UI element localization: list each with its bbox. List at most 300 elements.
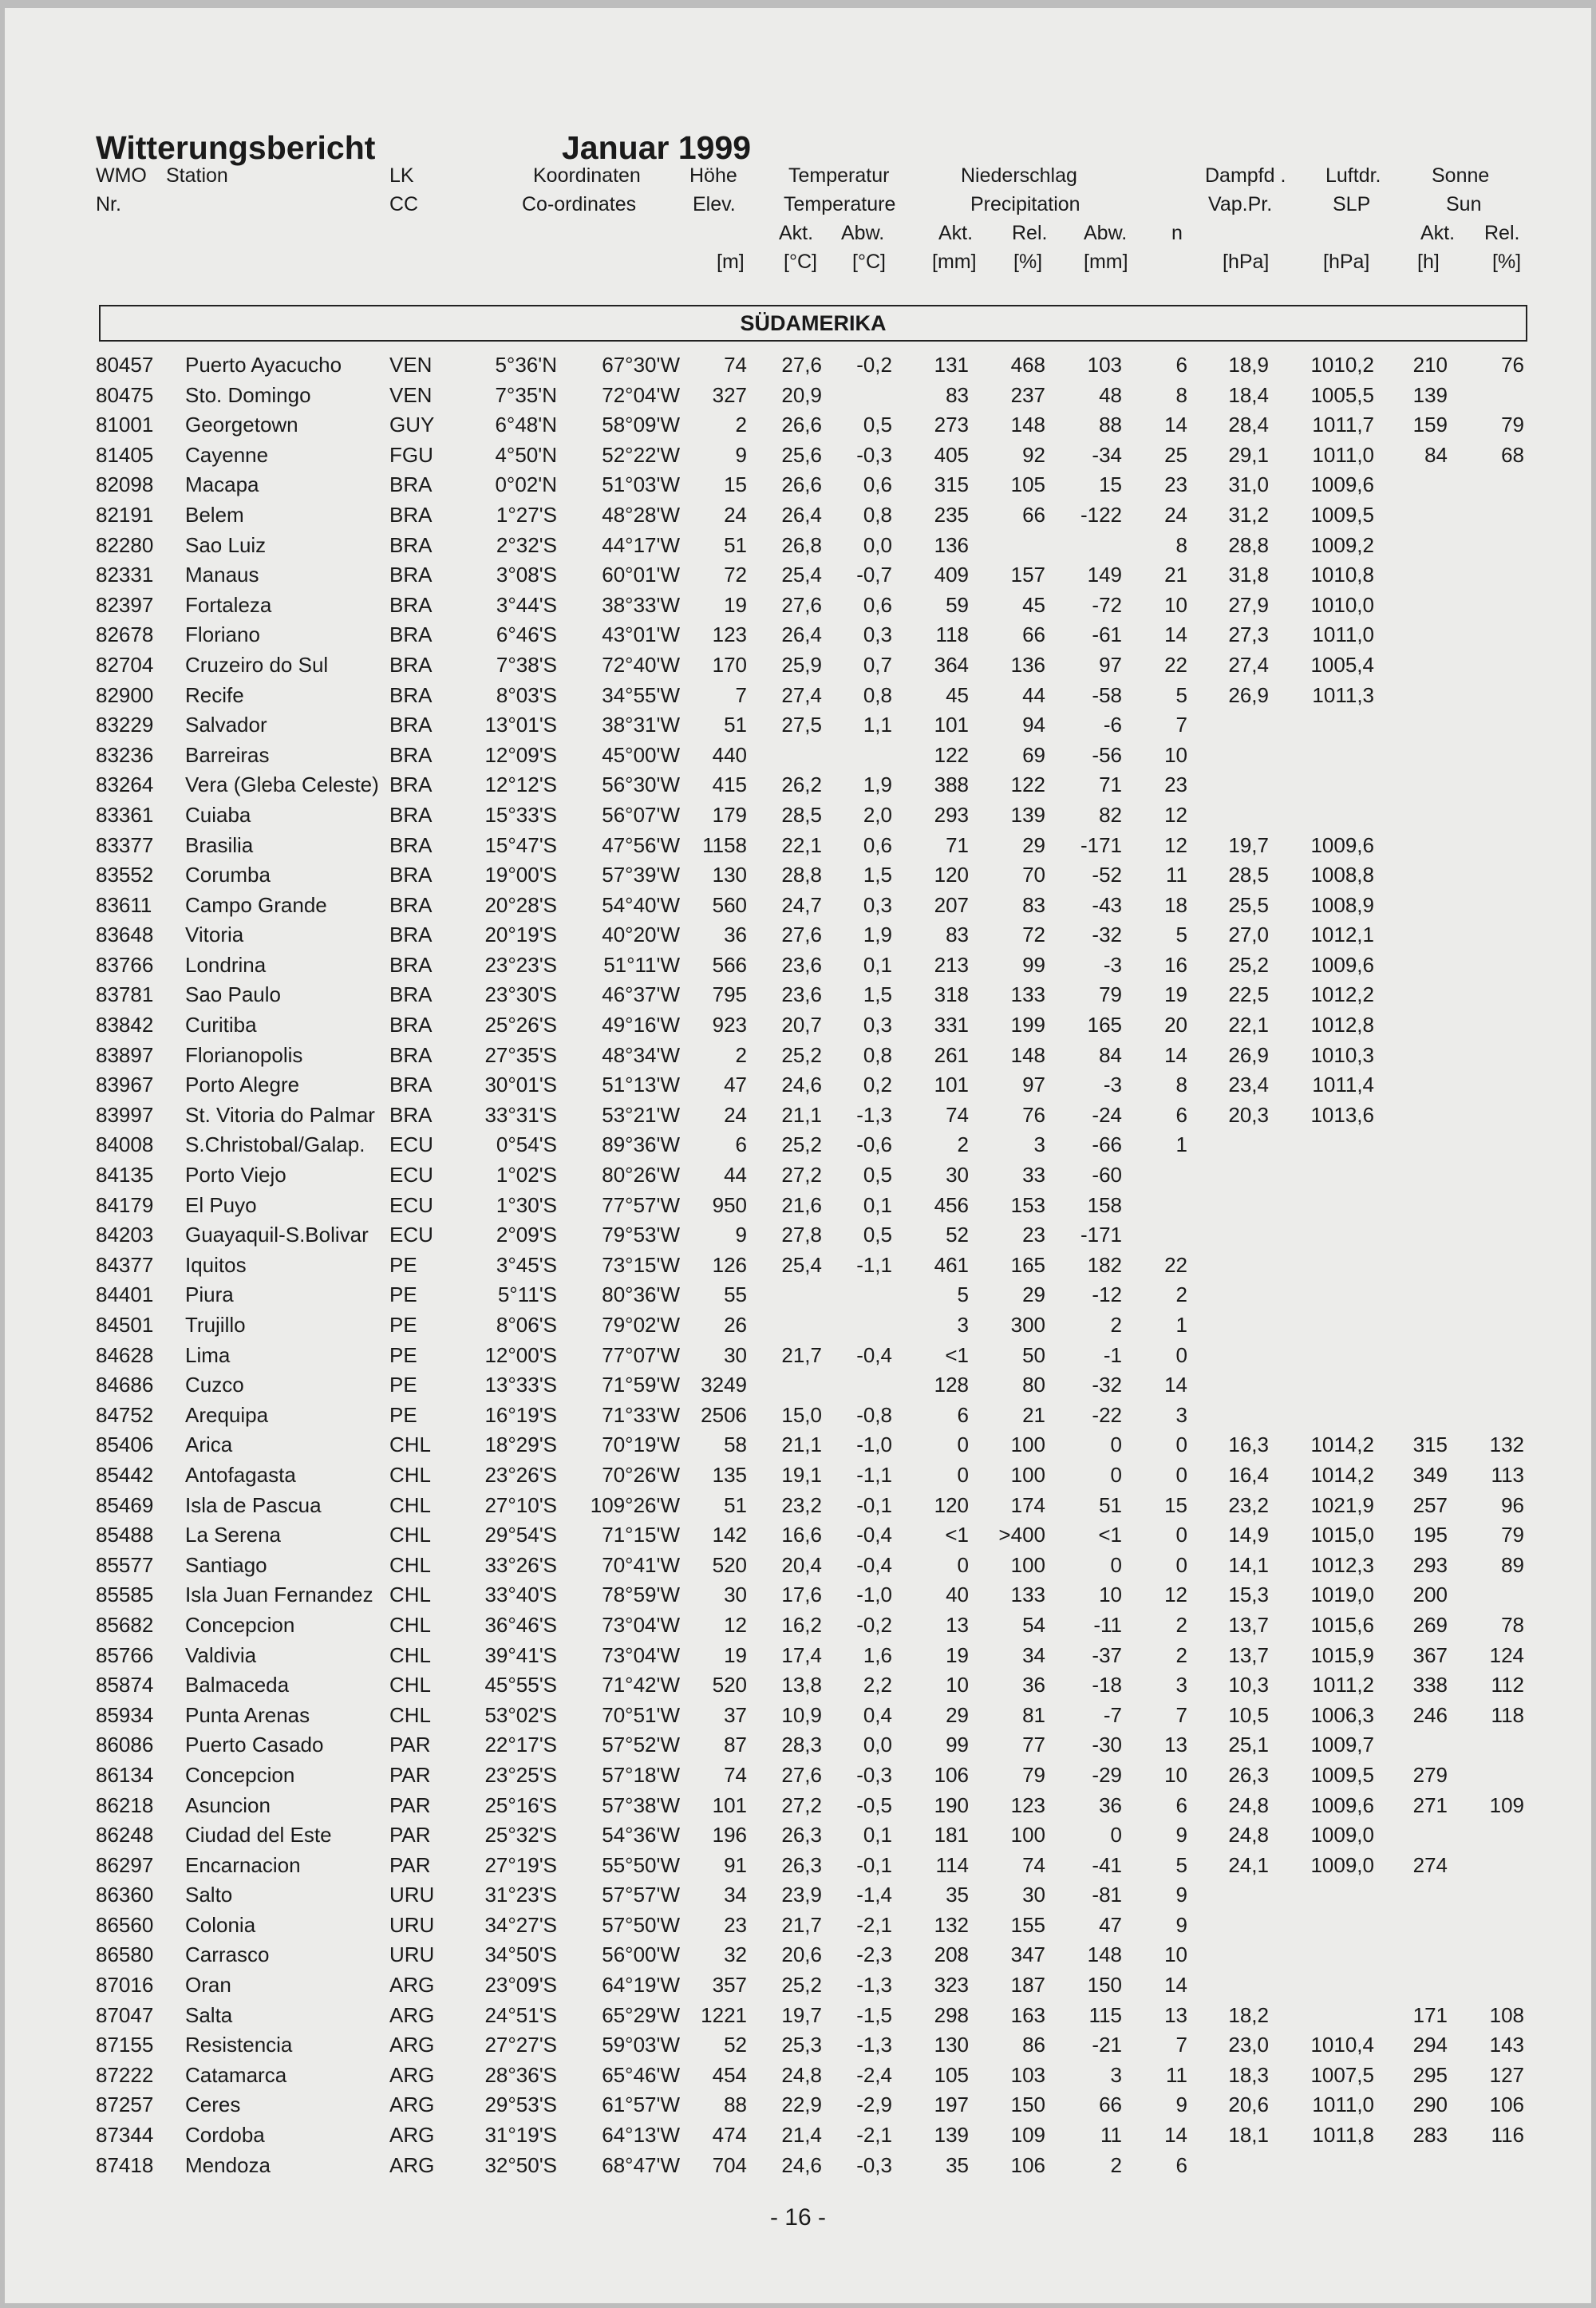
longitude: 64°19'W xyxy=(602,1973,680,1998)
sea-level-press: 1019,0 xyxy=(1310,1583,1374,1607)
elevation: 58 xyxy=(724,1433,747,1457)
temp-abw: 0,3 xyxy=(863,892,892,917)
temp-abw: 1,9 xyxy=(863,923,892,947)
wmo-number: 83229 xyxy=(96,713,154,737)
temp-akt: 28,8 xyxy=(781,863,822,887)
prec-akt: 331 xyxy=(934,1013,969,1037)
precip-days: 14 xyxy=(1164,1373,1187,1397)
table-row xyxy=(5,380,1591,410)
precip-days: 22 xyxy=(1164,652,1187,677)
country-code: CHL xyxy=(389,1673,432,1697)
station-name: Barreiras xyxy=(185,742,270,767)
wmo-number: 82678 xyxy=(96,622,154,647)
latitude: 15°33'S xyxy=(484,802,557,827)
latitude: 33°40'S xyxy=(484,1583,557,1607)
prec-akt: 207 xyxy=(934,892,969,917)
latitude: 31°19'S xyxy=(484,2123,557,2148)
prec-rel: 79 xyxy=(1022,1762,1045,1787)
table-row xyxy=(5,1010,1591,1040)
longitude: 56°30'W xyxy=(602,773,680,797)
wmo-number: 83897 xyxy=(96,1042,154,1067)
prec-akt: 318 xyxy=(934,982,969,1007)
longitude: 71°15'W xyxy=(602,1523,680,1547)
prec-rel: 66 xyxy=(1022,622,1045,647)
longitude: 38°33'W xyxy=(602,592,680,617)
hdr-temp-akt: Akt. xyxy=(779,222,814,244)
table-row xyxy=(5,590,1591,620)
hdr-wmo: WMO xyxy=(96,164,147,187)
sea-level-press: 1009,0 xyxy=(1310,1823,1374,1848)
latitude: 12°09'S xyxy=(484,742,557,767)
temp-abw: -0,6 xyxy=(856,1132,892,1157)
elevation: 1221 xyxy=(701,2002,747,2027)
prec-akt: 235 xyxy=(934,502,969,527)
prec-akt: 35 xyxy=(946,1883,969,1907)
temp-abw: 0,7 xyxy=(863,652,892,677)
longitude: 78°59'W xyxy=(602,1583,680,1607)
wmo-number: 84401 xyxy=(96,1282,154,1307)
table-row xyxy=(5,440,1591,470)
prec-rel: 70 xyxy=(1022,863,1045,887)
hdr-lk: LK xyxy=(389,164,414,187)
latitude: 23°30'S xyxy=(484,982,557,1007)
temp-akt: 24,6 xyxy=(781,1073,822,1097)
latitude: 2°32'S xyxy=(496,532,557,557)
wmo-number: 83552 xyxy=(96,863,154,887)
elevation: 795 xyxy=(712,982,747,1007)
elevation: 74 xyxy=(724,1762,747,1787)
longitude: 57°38'W xyxy=(602,1792,680,1817)
prec-abw: -32 xyxy=(1092,1373,1122,1397)
elevation: 30 xyxy=(724,1583,747,1607)
latitude: 12°12'S xyxy=(484,773,557,797)
sun-hours: 294 xyxy=(1412,2033,1448,2057)
vapour-press: 16,4 xyxy=(1228,1462,1269,1487)
wmo-number: 82397 xyxy=(96,592,154,617)
station-name: Floriano xyxy=(185,622,260,647)
precip-days: 5 xyxy=(1175,1852,1187,1877)
station-name: S.Christobal/Galap. xyxy=(185,1132,365,1157)
sun-rel: 109 xyxy=(1489,1792,1524,1817)
longitude: 48°28'W xyxy=(602,502,680,527)
longitude: 70°19'W xyxy=(602,1433,680,1457)
sun-hours: 338 xyxy=(1412,1673,1448,1697)
temp-akt: 26,3 xyxy=(781,1823,822,1848)
table-row xyxy=(5,1700,1591,1730)
latitude: 33°31'S xyxy=(484,1102,557,1127)
station-name: La Serena xyxy=(185,1523,281,1547)
wmo-number: 84135 xyxy=(96,1163,154,1188)
temp-abw: -0,2 xyxy=(856,1612,892,1637)
longitude: 55°50'W xyxy=(602,1852,680,1877)
station-name: Salvador xyxy=(185,713,267,737)
country-code: URU xyxy=(389,1942,435,1967)
prec-rel: 109 xyxy=(1010,2123,1045,2148)
sea-level-press: 1009,6 xyxy=(1310,1792,1374,1817)
prec-rel: 33 xyxy=(1022,1163,1045,1188)
precip-days: 2 xyxy=(1175,1282,1187,1307)
wmo-number: 81405 xyxy=(96,442,154,467)
country-code: BRA xyxy=(389,682,433,707)
prec-akt: 197 xyxy=(934,2093,969,2117)
prec-akt: <1 xyxy=(945,1523,969,1547)
longitude: 65°29'W xyxy=(602,2002,680,2027)
prec-abw: -6 xyxy=(1103,713,1122,737)
station-name: Fortaleza xyxy=(185,592,272,617)
prec-rel: 165 xyxy=(1010,1252,1045,1277)
station-name: Colonia xyxy=(185,1912,256,1937)
prec-akt: 71 xyxy=(946,832,969,857)
station-name: El Puyo xyxy=(185,1192,257,1217)
hdr-sun-rel: Rel. xyxy=(1484,222,1520,244)
latitude: 31°23'S xyxy=(484,1883,557,1907)
wmo-number: 84686 xyxy=(96,1373,154,1397)
precip-days: 14 xyxy=(1164,1042,1187,1067)
sea-level-press: 1012,2 xyxy=(1310,982,1374,1007)
temp-abw: -0,3 xyxy=(856,2152,892,2177)
elevation: 55 xyxy=(724,1282,747,1307)
country-code: CHL xyxy=(389,1583,432,1607)
country-code: BRA xyxy=(389,742,433,767)
sun-rel: 78 xyxy=(1501,1612,1524,1637)
precip-days: 13 xyxy=(1164,1733,1187,1757)
temp-abw: -1,3 xyxy=(856,1973,892,1998)
prec-akt: 0 xyxy=(957,1462,969,1487)
country-code: PE xyxy=(389,1313,417,1337)
sun-rel: 79 xyxy=(1501,1523,1524,1547)
prec-rel: 66 xyxy=(1022,502,1045,527)
prec-abw: 148 xyxy=(1087,1942,1122,1967)
precip-days: 0 xyxy=(1175,1433,1187,1457)
precip-days: 3 xyxy=(1175,1673,1187,1697)
temp-akt: 21,1 xyxy=(781,1102,822,1127)
temp-abw: 1,1 xyxy=(863,713,892,737)
prec-akt: 139 xyxy=(934,2123,969,2148)
prec-akt: 120 xyxy=(934,863,969,887)
sun-hours: 171 xyxy=(1412,2002,1448,2027)
prec-abw: 10 xyxy=(1099,1583,1122,1607)
temp-akt: 17,4 xyxy=(781,1642,822,1667)
wmo-number: 86134 xyxy=(96,1762,154,1787)
temp-abw: -0,4 xyxy=(856,1342,892,1367)
temp-akt: 20,6 xyxy=(781,1942,822,1967)
latitude: 1°02'S xyxy=(496,1163,557,1188)
prec-abw: -171 xyxy=(1080,832,1122,857)
wmo-number: 85682 xyxy=(96,1612,154,1637)
station-name: Antofagasta xyxy=(185,1462,296,1487)
longitude: 70°51'W xyxy=(602,1702,680,1727)
longitude: 79°02'W xyxy=(602,1313,680,1337)
elevation: 2506 xyxy=(701,1402,747,1427)
table-row xyxy=(5,559,1591,590)
longitude: 38°31'W xyxy=(602,713,680,737)
station-name: Georgetown xyxy=(185,413,298,437)
station-name: Cordoba xyxy=(185,2123,265,2148)
station-name: Cuzco xyxy=(185,1373,244,1397)
precip-days: 10 xyxy=(1164,592,1187,617)
elevation: 47 xyxy=(724,1073,747,1097)
prec-rel: 148 xyxy=(1010,413,1045,437)
prec-rel: 30 xyxy=(1022,1883,1045,1907)
country-code: CHL xyxy=(389,1462,432,1487)
prec-akt: 29 xyxy=(946,1702,969,1727)
sun-rel: 143 xyxy=(1489,2033,1524,2057)
country-code: ARG xyxy=(389,2152,435,2177)
station-table xyxy=(5,350,1591,2180)
sea-level-press: 1011,3 xyxy=(1312,682,1374,707)
sun-rel: 106 xyxy=(1489,2093,1524,2117)
temp-abw: 0,8 xyxy=(863,682,892,707)
wmo-number: 85469 xyxy=(96,1492,154,1517)
temp-abw: 0,1 xyxy=(863,1823,892,1848)
precip-days: 12 xyxy=(1164,802,1187,827)
station-name: Isla Juan Fernandez xyxy=(185,1583,373,1607)
station-name: Recife xyxy=(185,682,244,707)
country-code: BRA xyxy=(389,832,433,857)
longitude: 68°47'W xyxy=(602,2152,680,2177)
wmo-number: 83611 xyxy=(96,892,152,917)
elevation: 9 xyxy=(735,442,747,467)
country-code: BRA xyxy=(389,1013,433,1037)
table-row xyxy=(5,1219,1591,1250)
table-row xyxy=(5,1939,1591,1970)
station-name: Arica xyxy=(185,1433,233,1457)
table-row xyxy=(5,1760,1591,1790)
temp-abw: -0,4 xyxy=(856,1523,892,1547)
precip-days: 2 xyxy=(1175,1642,1187,1667)
sea-level-press: 1011,0 xyxy=(1312,622,1374,647)
station-name: Lima xyxy=(185,1342,231,1367)
latitude: 0°02'N xyxy=(495,472,557,497)
vapour-press: 29,1 xyxy=(1228,442,1269,467)
prec-abw: -3 xyxy=(1103,1073,1122,1097)
elevation: 2 xyxy=(735,413,747,437)
prec-abw: -18 xyxy=(1092,1673,1122,1697)
wmo-number: 86086 xyxy=(96,1733,154,1757)
prec-akt: 2 xyxy=(957,1132,969,1157)
elevation: 30 xyxy=(724,1342,747,1367)
prec-abw: 36 xyxy=(1099,1792,1122,1817)
precip-days: 6 xyxy=(1175,353,1187,377)
latitude: 27°35'S xyxy=(484,1042,557,1067)
elevation: 51 xyxy=(724,532,747,557)
sun-hours: 139 xyxy=(1412,382,1448,407)
table-row xyxy=(5,890,1591,920)
sun-hours: 290 xyxy=(1412,2093,1448,2117)
country-code: GUY xyxy=(389,413,435,437)
elevation: 454 xyxy=(712,2062,747,2087)
temp-akt: 26,6 xyxy=(781,472,822,497)
temp-akt: 22,1 xyxy=(781,832,822,857)
temp-akt: 26,4 xyxy=(781,622,822,647)
sea-level-press: 1010,4 xyxy=(1310,2033,1374,2057)
temp-akt: 19,1 xyxy=(781,1462,822,1487)
vapour-press: 27,0 xyxy=(1228,923,1269,947)
temp-abw: -1,0 xyxy=(856,1583,892,1607)
station-name: Sto. Domingo xyxy=(185,382,311,407)
sun-hours: 274 xyxy=(1412,1852,1448,1877)
prec-abw: 182 xyxy=(1087,1252,1122,1277)
country-code: ECU xyxy=(389,1192,433,1217)
prec-rel: 21 xyxy=(1022,1402,1045,1427)
vapour-press: 26,9 xyxy=(1228,682,1269,707)
station-name: Balmaceda xyxy=(185,1673,290,1697)
station-name: Cruzeiro do Sul xyxy=(185,652,329,677)
vapour-press: 15,3 xyxy=(1228,1583,1269,1607)
table-row xyxy=(5,1040,1591,1070)
temp-abw: 0,1 xyxy=(863,952,892,977)
longitude: 53°21'W xyxy=(602,1102,680,1127)
temp-akt: 27,2 xyxy=(781,1792,822,1817)
temp-abw: 1,6 xyxy=(863,1642,892,1667)
wmo-number: 85488 xyxy=(96,1523,154,1547)
hdr-niederschlag: Niederschlag xyxy=(961,164,1077,187)
vapour-press: 25,2 xyxy=(1228,952,1269,977)
latitude: 5°36'N xyxy=(495,353,557,377)
sea-level-press: 1011,0 xyxy=(1312,442,1374,467)
longitude: 57°18'W xyxy=(602,1762,680,1787)
prec-abw: 51 xyxy=(1099,1492,1122,1517)
sea-level-press: 1009,2 xyxy=(1310,532,1374,557)
longitude: 64°13'W xyxy=(602,2123,680,2148)
table-row xyxy=(5,709,1591,740)
longitude: 54°36'W xyxy=(602,1823,680,1848)
hdr-unit-vappr: [hPa] xyxy=(1223,251,1270,273)
latitude: 23°25'S xyxy=(484,1762,557,1787)
hdr-elev: Elev. xyxy=(693,193,736,215)
prec-akt: 6 xyxy=(957,1402,969,1427)
temp-akt: 16,6 xyxy=(781,1523,822,1547)
vapour-press: 26,3 xyxy=(1228,1762,1269,1787)
latitude: 45°55'S xyxy=(484,1673,557,1697)
prec-abw: -34 xyxy=(1092,442,1122,467)
temp-akt: 27,6 xyxy=(781,923,822,947)
latitude: 27°10'S xyxy=(484,1492,557,1517)
temp-akt: 28,5 xyxy=(781,802,822,827)
precip-days: 25 xyxy=(1164,442,1187,467)
precip-days: 15 xyxy=(1164,1492,1187,1517)
longitude: 48°34'W xyxy=(602,1042,680,1067)
vapour-press: 20,3 xyxy=(1228,1102,1269,1127)
prec-abw: <1 xyxy=(1098,1523,1122,1547)
hdr-luftdr: Luftdr. xyxy=(1325,164,1381,187)
latitude: 18°29'S xyxy=(484,1433,557,1457)
prec-akt: 409 xyxy=(934,563,969,587)
prec-rel: 44 xyxy=(1022,682,1045,707)
prec-abw: -72 xyxy=(1092,592,1122,617)
temp-abw: 0,0 xyxy=(863,1733,892,1757)
prec-abw: -7 xyxy=(1103,1702,1122,1727)
elevation: 51 xyxy=(724,713,747,737)
temp-akt: 26,3 xyxy=(781,1852,822,1877)
latitude: 25°32'S xyxy=(484,1823,557,1848)
prec-rel: 103 xyxy=(1010,2062,1045,2087)
temp-akt: 25,2 xyxy=(781,1973,822,1998)
prec-akt: 456 xyxy=(934,1192,969,1217)
hdr-unit-prec-abw: [mm] xyxy=(1084,251,1128,273)
longitude: 51°03'W xyxy=(602,472,680,497)
vapour-press: 16,3 xyxy=(1228,1433,1269,1457)
prec-akt: 30 xyxy=(946,1163,969,1188)
wmo-number: 82900 xyxy=(96,682,154,707)
temp-akt: 27,6 xyxy=(781,1762,822,1787)
prec-abw: 82 xyxy=(1099,802,1122,827)
temp-abw: -2,4 xyxy=(856,2062,892,2087)
station-name: Ciudad del Este xyxy=(185,1823,332,1848)
longitude: 77°07'W xyxy=(602,1342,680,1367)
latitude: 20°19'S xyxy=(484,923,557,947)
prec-abw: 97 xyxy=(1099,652,1122,677)
country-code: PAR xyxy=(389,1792,431,1817)
prec-rel: 29 xyxy=(1022,832,1045,857)
prec-abw: 3 xyxy=(1110,2062,1122,2087)
prec-rel: 155 xyxy=(1010,1912,1045,1937)
precip-days: 8 xyxy=(1175,1073,1187,1097)
temp-abw: 1,9 xyxy=(863,773,892,797)
sea-level-press: 1009,6 xyxy=(1310,832,1374,857)
precip-days: 19 xyxy=(1164,982,1187,1007)
hdr-prec-rel: Rel. xyxy=(1012,222,1048,244)
elevation: 130 xyxy=(712,863,747,887)
precip-days: 0 xyxy=(1175,1342,1187,1367)
hdr-dampfd: Dampfd . xyxy=(1205,164,1286,187)
precip-days: 3 xyxy=(1175,1402,1187,1427)
prec-akt: 323 xyxy=(934,1973,969,1998)
temp-akt: 23,6 xyxy=(781,952,822,977)
wmo-number: 83236 xyxy=(96,742,154,767)
latitude: 13°33'S xyxy=(484,1373,557,1397)
precip-days: 23 xyxy=(1164,472,1187,497)
wmo-number: 84179 xyxy=(96,1192,154,1217)
prec-abw: -30 xyxy=(1092,1733,1122,1757)
prec-akt: 0 xyxy=(957,1552,969,1577)
wmo-number: 87047 xyxy=(96,2002,154,2027)
elevation: 196 xyxy=(712,1823,747,1848)
temp-abw: 1,5 xyxy=(863,982,892,1007)
hdr-unit-prec-rel: [%] xyxy=(1013,251,1043,273)
latitude: 53°02'S xyxy=(484,1702,557,1727)
elevation: 520 xyxy=(712,1673,747,1697)
station-name: Piura xyxy=(185,1282,234,1307)
table-row xyxy=(5,1250,1591,1280)
station-name: Vera (Gleba Celeste) xyxy=(185,773,379,797)
precip-days: 7 xyxy=(1175,1702,1187,1727)
prec-rel: 153 xyxy=(1010,1192,1045,1217)
wmo-number: 85442 xyxy=(96,1462,154,1487)
hdr-sun-akt: Akt. xyxy=(1420,222,1456,244)
latitude: 3°08'S xyxy=(496,563,557,587)
vapour-press: 18,3 xyxy=(1228,2062,1269,2087)
temp-akt: 25,4 xyxy=(781,1252,822,1277)
temp-akt: 25,4 xyxy=(781,563,822,587)
wmo-number: 83361 xyxy=(96,802,154,827)
precip-days: 6 xyxy=(1175,1102,1187,1127)
temp-akt: 27,5 xyxy=(781,713,822,737)
prec-rel: 83 xyxy=(1022,892,1045,917)
station-name: Carrasco xyxy=(185,1942,270,1967)
document-page xyxy=(5,8,1591,2303)
wmo-number: 83967 xyxy=(96,1073,154,1097)
temp-akt: 21,6 xyxy=(781,1192,822,1217)
table-row xyxy=(5,1850,1591,1880)
prec-abw: -24 xyxy=(1092,1102,1122,1127)
latitude: 36°46'S xyxy=(484,1612,557,1637)
station-name: Sao Paulo xyxy=(185,982,281,1007)
prec-rel: 199 xyxy=(1010,1013,1045,1037)
wmo-number: 80457 xyxy=(96,353,154,377)
elevation: 170 xyxy=(712,652,747,677)
prec-rel: 34 xyxy=(1022,1642,1045,1667)
